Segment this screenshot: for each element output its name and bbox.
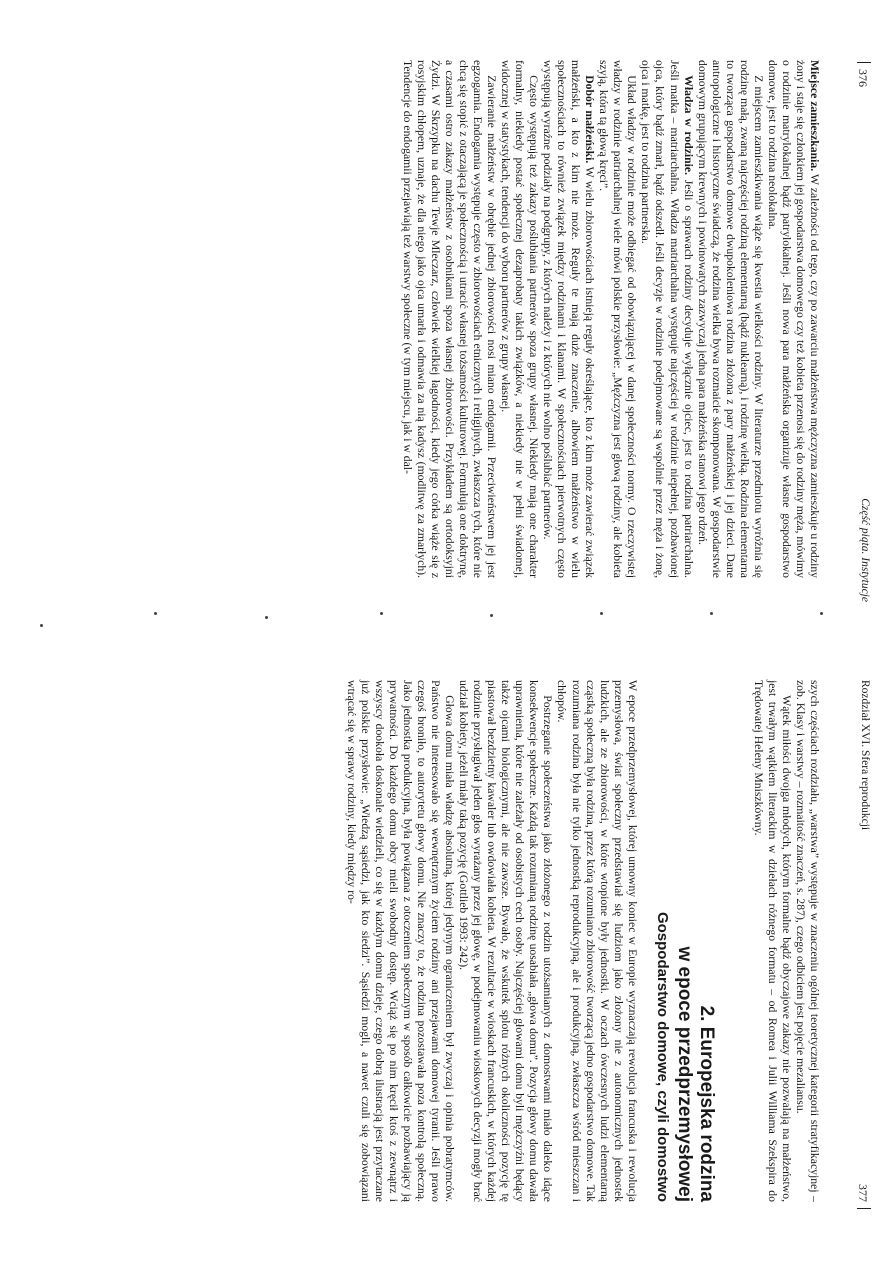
right-page-number-wrap: [855, 1184, 871, 1215]
right-text-column: [344, 680, 821, 1202]
paragraph-text: Zawieranie małżeństw w obrębie jednej zbiorowości nosi miano endogamii. Przeciwieństwem jej jest egzogamia. Endogamia występuje często w zbiorowościach etnicznych i religijnych, zwłaszcza tych, które nie chcą się stopić z otaczającą je społecznością i utracić własnej tożsamości kulturowej. Formułują one doktrynę, a czasami ostro zakazy małżeństw z osobnikami spoza własnej zbiorowości. Przykładem są ortodoksyjni Żydzi. W Skrzypku na dachu Tewje Mleczarz, człowiek wielkiej łagodności, kiedy jego córka wiąże się z rosyjskim chłopem, uznaje, że dla niego jako ojca umarła i odmawia za nią kadysz (modlitwę za zmarłych). Tendencje do endogamii przejawiają też warstwy społeczne (w tym miejscu, jak i w dal-: [400, 60, 498, 578]
paragraph-lead: Miejsce zamieszkania.: [808, 60, 821, 172]
section-subheading: Gospodarstwo domowe, czyli domostwo: [653, 911, 671, 1202]
section-heading: [673, 680, 717, 1202]
paragraph: [554, 680, 638, 1202]
scan-speck: [490, 614, 493, 617]
paragraph-lead: Władza w rodzinie.: [681, 75, 695, 175]
left-text-column: [400, 60, 821, 578]
scan-speck: [710, 612, 713, 615]
scan-speck: [154, 612, 157, 615]
right-page-number: 377: [856, 1184, 870, 1202]
scan-speck: [380, 612, 383, 615]
left-running-title: Część piąta. Instytucje: [859, 498, 871, 602]
right-page: [0, 632, 893, 1263]
section-heading-line-2: w epoce przedprzemysłowej: [673, 946, 695, 1202]
paragraph-text: W wielu zbiorowościach istnieją reguły określające, kto z kim może zawierać związek małżeński, a kto z kim nie może. Reguły te mają duże znaczenie, albowiem małżeństwo w wielu społecznościach to również związek między rodzinami i klanami. W społecznościach pierwotnych często występują wyraźne podziały na podgrupy, z których należy i z których nie wolno poślubiać partnerów.: [541, 60, 597, 578]
paragraph: [596, 60, 638, 578]
paragraph: [751, 680, 793, 1202]
scan-speck: [820, 612, 823, 615]
paragraph: [498, 60, 540, 578]
page-edge-rule: [857, 1208, 871, 1209]
left-page-number: 376: [856, 69, 870, 87]
right-running-head: [856, 680, 871, 1215]
paragraph: [400, 60, 498, 578]
page-edge-rule: [857, 62, 871, 63]
paragraph-text: Z miejscem zamieszkiwania wiąże się kwestia wielkości rodziny. W literaturze przedmiotu wyróżnia się rodzinę małą, zwaną najczęściej rodziną elementarną (bądź nuklearną), i rodzinę wielką. Rodzina elementarna to tworząca gospodarstwo domowe dwupokoleniowa rodzina złożona z pary małżeńskiej i jej dzieci. Dane antropologiczne i historyczne świadczą, że rodzina wielka bywa rozmaicie skomponowana. W gospodarstwie domowym grupującym krewnych i powinowatych zazwyczaj jedna para małżeńska stanowi jego rdzeń.: [695, 60, 765, 578]
left-running-head: [855, 56, 871, 602]
paragraph: [793, 680, 821, 1202]
section-heading-line-1: 2. Europejska rodzina: [695, 1005, 717, 1202]
paragraph-text: W zależności od tego, czy po zawarciu małżeństwa mężczyzna zamieszkuje u rodziny żony i staje się członkiem jej gospodarstwa domowego czy też kobieta przenosi się do rodziny męża, mówimy o rodzinie matrylokalnej bądź patrylokalnej. Jeśli nowa para małżeńska organizuje własne gospodarstwo domowe, jest to rodzina neolokalna.: [765, 60, 821, 579]
paragraph-lead: Dobór małżeński.: [583, 75, 597, 164]
paragraph: [344, 680, 456, 1202]
scan-speck: [265, 616, 268, 619]
right-running-title: Rozdział XVI. Sfera reprodukcji: [859, 680, 871, 831]
paragraph: [456, 680, 554, 1202]
paragraph: [638, 60, 694, 578]
paragraph-text: Głowa domu miała władzę absolutną, której jedynym ograniczeniem był zwyczaj i opinia pobratymców. Państwo nie interesowało się wewnętrznym życiem rodziny ani przejawami domowej tyranii. Jeśli prawo czegoś broniło, to autorytetu głowy domu. Nie znaczy to, że rodzina pozostawała poza kontrolą społeczną. Jako jednostka produkcyjna, była powiązana z otoczeniem społecznym w sposób całkowicie pozbawiający ją prywatności. Do każdego domu obcy mieli swobodny dostęp. Wciąż się po nim kręcił ktoś z zewnątrz i wszyscy dookoła doskonale wiedzieli, co się w każdym domu dzieje, czego dobrą ilustracją jest przytaczane już polskie przysłowie: „Wiedzą sąsiedzi, jak kto siedzi”. Sąsiedzi mogli, a nawet czuli się zobowiązani wtrącać się w sprawy rodziny, kiedy między ro-: [344, 680, 457, 1202]
paragraph-text: W epoce przedprzemysłowej, której umowny koniec w Europie wyznaczają rewolucja francuska i rewolucja przemysłowa, świat społeczny przedstawiał się ludziom jako złożony nie z autonomicznych jednostek ludzkich, ale ze zbiorowości, w które wtopione były jednostki. W oczach ówczesnych ludzi elementarną cząstką społeczną była rodzina, przez którą rozumiano zbiorowość tworzącą jedno gospodarstwo domowe. Tak rozumiana rodzina była nie tylko jednostką reprodukcyjną, ale i produkcyjną, zwłaszcza wśród mieszczan i chłopów.: [555, 680, 639, 1202]
paragraph: [765, 60, 821, 578]
paragraph-text: Wątek miłości dwojga młodych, którym formalne bądź obyczajowe zakazy nie pozwalają na małżeństwo, jest trwałym wątkiem literackim w dziełach różnego formatu – od Romea i Julii Williama Szekspira do Trędowatej Heleny Mniszkówny.: [751, 680, 793, 1202]
paragraph-text: szych częściach rozdziału, „warstwa” występuje w znaczeniu ogólnej teoretycznej kategorii stratyfikacyjnej – zob. Klasy i warstwy – rozmaitość znaczeń, s. 287), czego odbiciem jest pojęcie mezaliansu.: [793, 680, 821, 1202]
paragraph-text: Jeśli o sprawach rodziny decyduje wyłącznie ojciec, jest to rodzina patriarchalna. Jeśli matka – matriarchalna. Władza matriarchalna występuje najczęściej w rodzinie niepełnej, pozbawionej ojca, który bądź zmarł, bądź odszedł. Jeśli decyzje w rodzinie podejmowane są wspólnie przez męża i żonę, ojca i matkę, jest to rodzina partnerska.: [639, 60, 695, 578]
paragraph-text: Postrzeganie społeczeństwa jako złożonego z rodzin utożsamianych z domostwami miało daleko idące konsekwencje społeczne. Każdą tak rozumianą rodzinę uosabiała „głowa domu”. Pozycja głowy domu dawała uprawnienia, które nie zależały od osobistych cech osoby. Najczęściej głowami domu byli mężczyźni będący także ojcami biologicznymi, ale nie zawsze. Bywało, że wskutek splotu różnych okoliczności pozycję tę piastował bezdzietny kawaler lub owdowiała kobieta. W rezultacie w wioskach francuskich, w których każdej rodzinie przysługiwał jeden głos wyrażany przez jej głowę, w podejmowaniu wioskowych decyzji mogły brać udział kobiety, jeżeli miały taką pozycję (Gottlieb 1993: 242).: [457, 680, 555, 1202]
paragraph: [695, 60, 765, 578]
scan-speck: [40, 624, 43, 627]
scan-speck: [600, 612, 603, 615]
paragraph: [540, 60, 596, 578]
paragraph-text: Często występują też zakazy poślubiania partnerów spoza grupy własnej. Niekiedy mają one charakter formalny, niekiedy postać społecznej dezaprobaty takich związków, a niekiedy nie w pełni świadomej, widocznej w statystykach, tendencji do wyboru partnerów z grupy własnej.: [498, 60, 541, 578]
paragraph-text: Układ władzy w rodzinie może odbiegać od obowiązującej w danej społeczności normy. O rzeczywistej władzy w rodzinie patriarchalnej wiele mówi polskie przysłowie: „Mężczyzna jest głową rodziny, ale kobieta szyją, która tą głową kręci”.: [597, 60, 639, 578]
